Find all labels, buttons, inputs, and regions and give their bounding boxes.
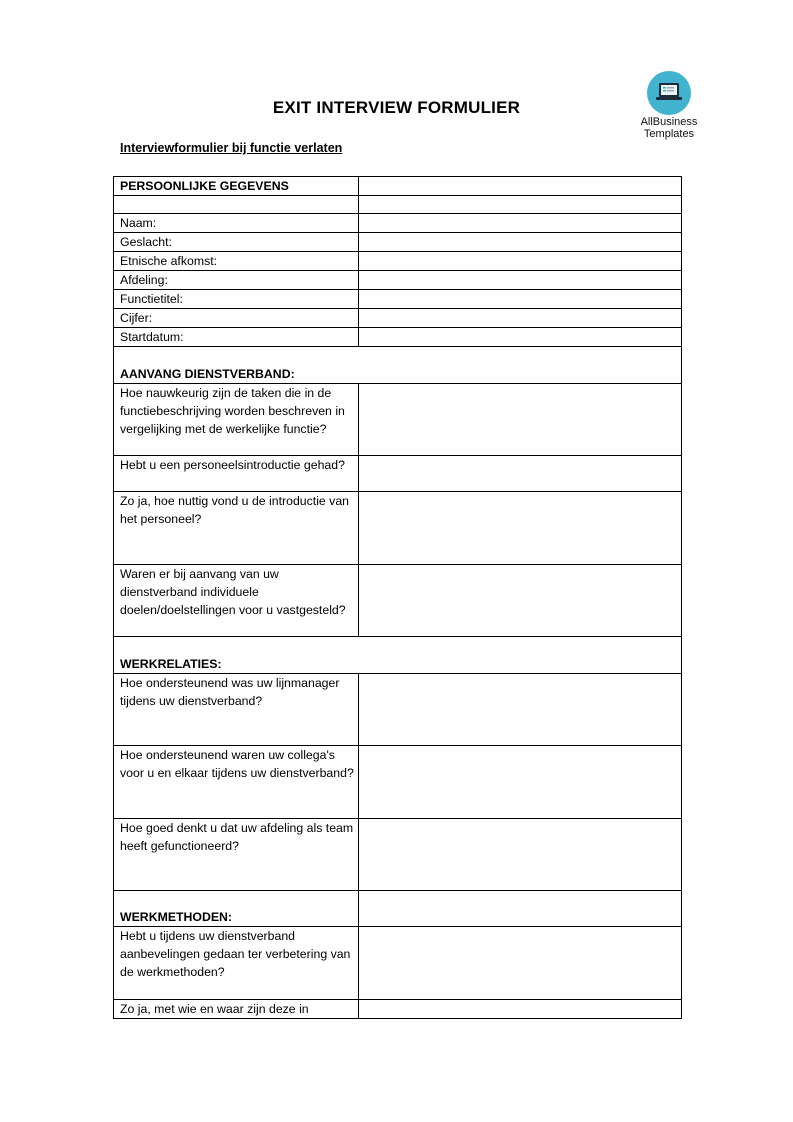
answer-field[interactable] xyxy=(359,328,682,347)
form-row xyxy=(114,456,682,492)
form-row xyxy=(114,233,682,252)
form-row xyxy=(114,384,682,456)
answer-field[interactable] xyxy=(359,1000,682,1019)
form-row xyxy=(114,214,682,233)
answer-field[interactable] xyxy=(359,565,682,637)
question-label: Geslacht: xyxy=(114,233,359,252)
answer-field[interactable] xyxy=(359,309,682,328)
answer-field[interactable] xyxy=(359,290,682,309)
question-label: Zo ja, hoe nuttig vond u de introductie van het personeel? xyxy=(114,492,359,565)
question-label: Cijfer: xyxy=(114,309,359,328)
page-title: EXIT INTERVIEW FORMULIER xyxy=(272,98,521,117)
question-label: Hebt u tijdens uw dienstverband aanbevelingen gedaan ter verbetering van de werkmethoden? xyxy=(114,927,359,1000)
question-label: Afdeling: xyxy=(114,271,359,290)
form-section-row xyxy=(114,637,682,674)
section-heading: AANVANG DIENSTVERBAND: xyxy=(114,347,682,384)
question-label: Startdatum: xyxy=(114,328,359,347)
form-section-row xyxy=(114,347,682,384)
form-row xyxy=(114,819,682,891)
form-row xyxy=(114,1000,682,1019)
form-section-row xyxy=(114,177,682,196)
form-body xyxy=(114,177,682,1019)
section-heading: WERKRELATIES: xyxy=(114,637,682,674)
form-section-row xyxy=(114,891,682,927)
answer-field[interactable] xyxy=(359,674,682,746)
answer-field[interactable] xyxy=(359,177,682,196)
answer-field[interactable] xyxy=(359,927,682,1000)
form-row xyxy=(114,290,682,309)
form-row xyxy=(114,674,682,746)
answer-field[interactable] xyxy=(359,492,682,565)
form-row xyxy=(114,271,682,290)
question-label: Zo ja, met wie en waar zijn deze in xyxy=(114,1000,359,1019)
page-subtitle: Interviewformulier bij functie verlaten xyxy=(120,141,343,155)
answer-field[interactable] xyxy=(359,252,682,271)
question-label: Hoe goed denkt u dat uw afdeling als team heeft gefunctioneerd? xyxy=(114,819,359,891)
exit-interview-form xyxy=(113,176,682,1019)
question-label: Waren er bij aanvang van uw dienstverband individuele doelen/doelstellingen voor u vastgesteld? xyxy=(114,565,359,637)
form-row xyxy=(114,565,682,637)
answer-field[interactable] xyxy=(359,214,682,233)
answer-field[interactable] xyxy=(359,746,682,819)
form-row xyxy=(114,927,682,1000)
form-row xyxy=(114,309,682,328)
question-label: Etnische afkomst: xyxy=(114,252,359,271)
answer-field[interactable] xyxy=(359,456,682,492)
form-row xyxy=(114,328,682,347)
question-label: Hebt u een personeelsintroductie gehad? xyxy=(114,456,359,492)
question-label: Functietitel: xyxy=(114,290,359,309)
section-heading: WERKMETHODEN: xyxy=(114,891,359,927)
question-label: Naam: xyxy=(114,214,359,233)
form-row xyxy=(114,492,682,565)
question-label xyxy=(114,196,359,214)
answer-field[interactable] xyxy=(359,891,682,927)
form-row xyxy=(114,746,682,819)
question-label: Hoe ondersteunend was uw lijnmanager tijdens uw dienstverband? xyxy=(114,674,359,746)
answer-field[interactable] xyxy=(359,271,682,290)
answer-field[interactable] xyxy=(359,819,682,891)
question-label: Hoe nauwkeurig zijn de taken die in de functiebeschrijving worden beschreven in vergelijking met de werkelijke functie? xyxy=(114,384,359,456)
logo-text-line-1: AllBusiness xyxy=(640,116,698,128)
form-row xyxy=(114,196,682,214)
form-row xyxy=(114,252,682,271)
answer-field[interactable] xyxy=(359,384,682,456)
section-heading: PERSOONLIJKE GEGEVENS xyxy=(114,177,359,196)
answer-field[interactable] xyxy=(359,196,682,214)
question-label: Hoe ondersteunend waren uw collega's voor u en elkaar tijdens uw dienstverband? xyxy=(114,746,359,819)
logo-text-line-2: Templates xyxy=(643,128,695,140)
answer-field[interactable] xyxy=(359,233,682,252)
